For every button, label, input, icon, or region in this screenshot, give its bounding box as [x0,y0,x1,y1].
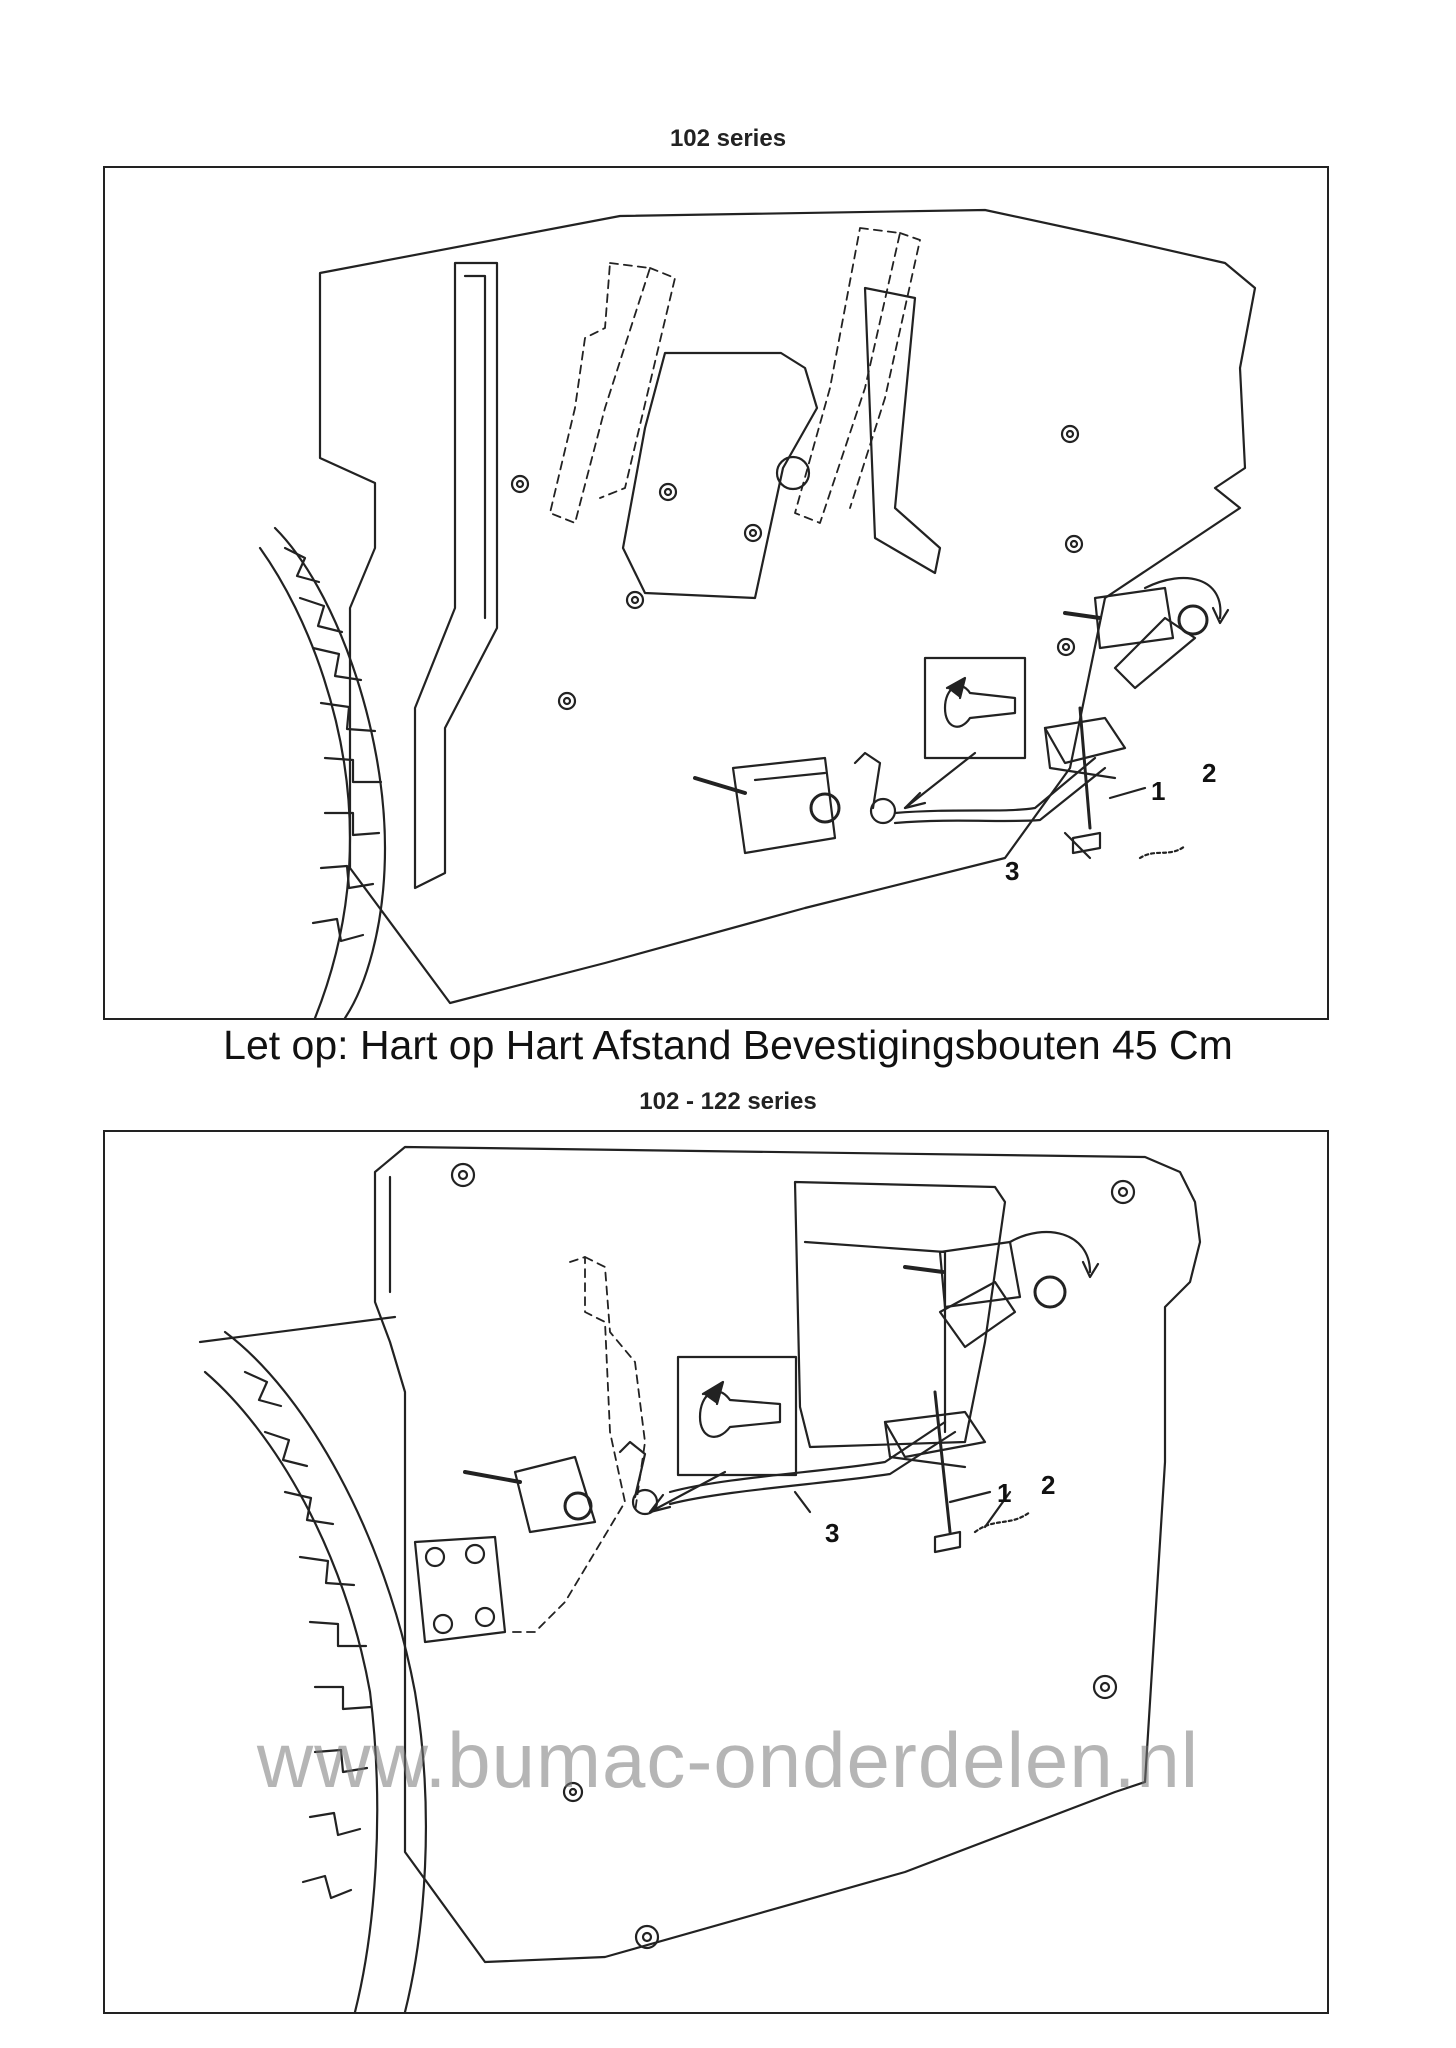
watermark-url: www.bumac-onderdelen.nl [256,1716,1200,1804]
panel-top-title: 102 series [669,125,787,152]
top-diagram-drawing [105,168,1327,1018]
panel-bottom-title: 102 - 122 series [639,1088,817,1115]
panel-top-diagram [103,166,1329,1020]
rod [895,758,1095,813]
fender-plate [375,1147,1200,1962]
callout-2-top: 2 [1202,758,1217,788]
bolt-icon [512,426,1082,709]
spacing-note: Let op: Hart op Hart Afstand Bevestigingsbouten 45 Cm [223,1022,1233,1068]
callout-3-bottom: 3 [825,1518,840,1548]
tire-tread-icon [260,528,385,1018]
pin-icon [855,753,895,823]
panel-bottom-diagram [103,1130,1329,2014]
pin-icon [620,1442,657,1514]
bolt-icon [452,1164,1134,1948]
arrow-icon [1010,1232,1090,1272]
bottom-diagram-drawing [105,1132,1327,2012]
tire-tread-icon [205,1332,426,2012]
callout-1-top: 1 [1151,776,1166,806]
callout-1-bottom: 1 [997,1478,1012,1508]
callout-3-top: 3 [1005,856,1020,886]
callout-2-bottom: 2 [1041,1470,1056,1500]
fender-plate [320,210,1255,1003]
